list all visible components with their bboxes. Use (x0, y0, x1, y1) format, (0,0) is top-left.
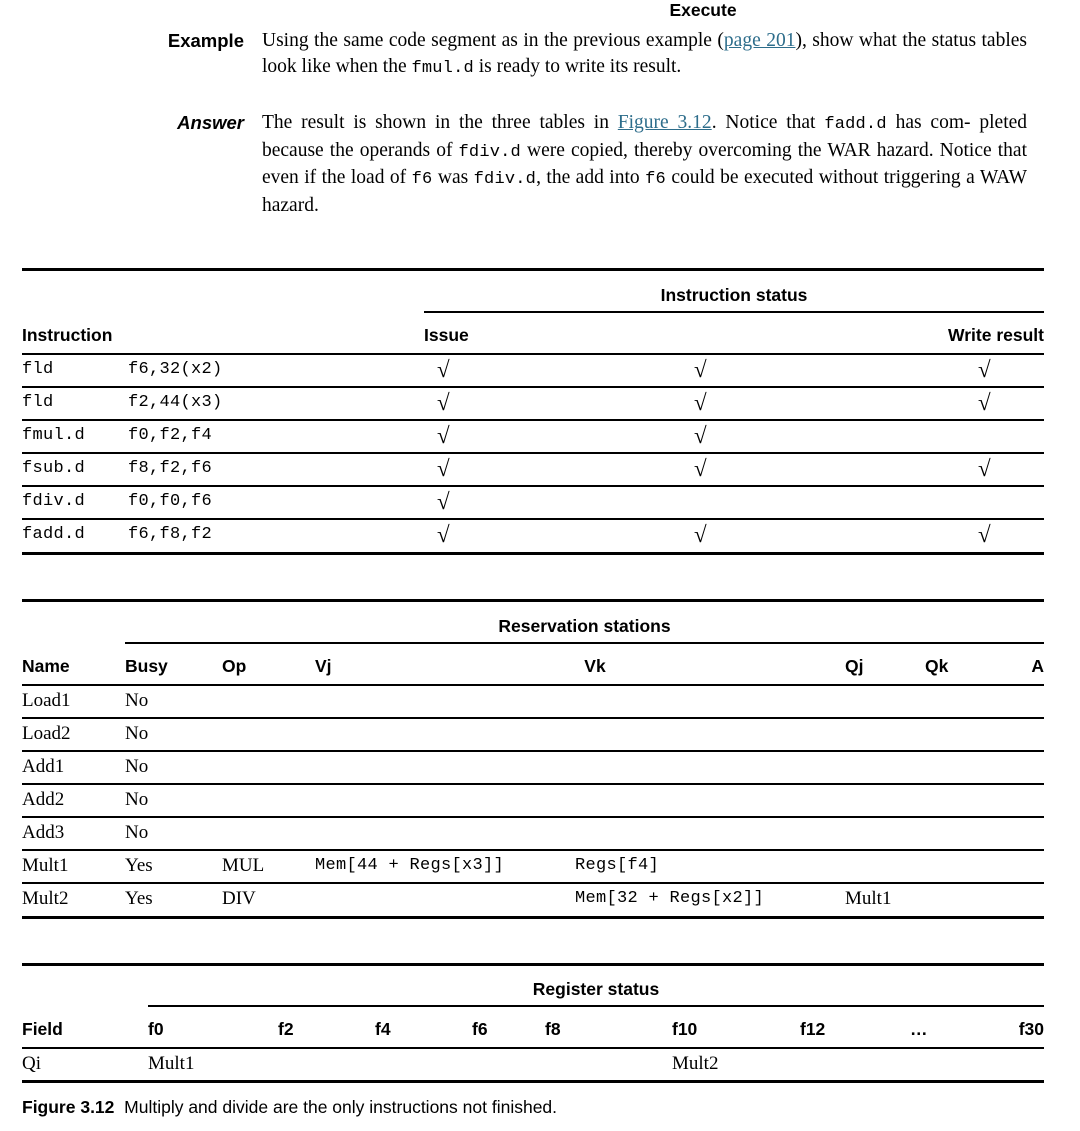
row1-op: fld (22, 393, 54, 412)
col-header-qk: Qk (925, 656, 949, 676)
table1-row2-rule (22, 452, 1044, 454)
rs-row1-busy: No (125, 723, 149, 744)
figure-caption-text: Multiply and divide are the only instructions not finished. (124, 1097, 558, 1117)
col-header-f30: f30 (1018, 1019, 1044, 1039)
table2-top-rule (22, 599, 1044, 602)
col-header-f2: f2 (278, 1019, 294, 1039)
row2-issue-check: √ (437, 423, 450, 448)
rs-row2-name: Add1 (22, 756, 65, 777)
row5-args: f6,f8,f2 (128, 525, 213, 544)
table2-row3-rule (22, 816, 1044, 818)
example-line1-a: Using the same code segment as in the previous example ( (262, 30, 724, 51)
col-header-execute: Execute (669, 0, 737, 20)
row0-op: fld (22, 360, 54, 379)
answer-label: Answer (177, 112, 244, 133)
table1-span-rule (424, 311, 1044, 313)
rst-row-label: Qi (22, 1053, 41, 1074)
table1-row3-rule (22, 485, 1044, 487)
row4-issue-check: √ (437, 489, 450, 514)
col-header-ellipsis: … (910, 1019, 928, 1039)
row4-args: f0,f0,f6 (128, 492, 213, 511)
answer-fdiv-mono-1: fdiv.d (458, 142, 521, 162)
rs-row3-name: Add2 (22, 789, 65, 810)
row3-issue-check: √ (437, 456, 450, 481)
rs-row0-name: Load1 (22, 690, 71, 711)
col-header-vk: Vk (584, 656, 606, 676)
table2-row5-rule (22, 882, 1044, 884)
table2-span-rule (125, 642, 1044, 644)
row3-execute-check: √ (694, 456, 707, 481)
col-header-f0: f0 (148, 1019, 164, 1039)
row0-execute-check: √ (694, 357, 707, 382)
figure-3-12-link[interactable]: Figure 3.12 (617, 112, 712, 133)
example-line2-a: the status tables look like when the (262, 30, 1027, 77)
table2-bottom-rule (22, 916, 1044, 919)
col-header-f8: f8 (545, 1019, 561, 1039)
col-header-issue: Issue (424, 325, 469, 345)
answer-l3-c: , the add into (536, 167, 646, 188)
col-header-f4: f4 (375, 1019, 391, 1039)
example-block (0, 28, 1027, 81)
row1-issue-check: √ (437, 390, 450, 415)
row4-op: fdiv.d (22, 492, 86, 511)
table1-row0-rule (22, 386, 1044, 388)
row3-args: f8,f2,f6 (128, 459, 213, 478)
answer-fadd-mono: fadd.d (824, 115, 887, 134)
col-header-qj: Qj (845, 656, 864, 676)
rs-row6-name: Mult2 (22, 888, 69, 909)
rs-row5-busy: Yes (125, 855, 153, 876)
rs-row1-name: Load2 (22, 723, 71, 744)
answer-fdiv-mono-2: fdiv.d (473, 170, 537, 189)
rs-row2-busy: No (125, 756, 149, 777)
rs-row5-op: MUL (222, 855, 265, 876)
table1-row4-rule (22, 518, 1044, 520)
table2-row0-rule (22, 717, 1044, 719)
answer-l2-b: were copied, thereby overcoming the (520, 139, 822, 161)
reservation-stations-span-header: Reservation stations (498, 616, 671, 636)
example-label: Example (167, 30, 244, 51)
table3-span-rule (148, 1005, 1044, 1007)
rs-row6-op: DIV (222, 888, 256, 909)
col-header-write-result: Write result (948, 325, 1044, 345)
rs-row3-busy: No (125, 789, 149, 810)
rs-row6-vk: Mem[32 + Regs[x2]] (575, 889, 765, 908)
answer-l3-b: was (432, 167, 474, 188)
row5-execute-check: √ (694, 522, 707, 547)
register-status-span-header: Register status (532, 979, 660, 999)
table3-top-rule (22, 963, 1044, 966)
row1-write-check: √ (978, 390, 991, 415)
row1-args: f2,44(x3) (128, 393, 223, 412)
col-header-instruction: Instruction (22, 325, 113, 345)
row2-op: fmul.d (22, 426, 86, 445)
table1-top-rule (22, 268, 1044, 271)
col-header-f10: f10 (672, 1019, 698, 1039)
answer-l1-a: The result is shown in the three tables in (262, 112, 618, 133)
answer-l4: could be executed without triggering a WAW hazard. (262, 167, 1027, 216)
table1-bottom-rule (22, 552, 1044, 555)
rst-value-f10: Mult2 (672, 1053, 719, 1074)
figure-caption (22, 1096, 1052, 1119)
row5-write-check: √ (978, 522, 991, 547)
table2-header-rule (22, 684, 1044, 686)
col-header-vj: Vj (315, 656, 332, 676)
col-header-op: Op (222, 656, 247, 676)
table2-row4-rule (22, 849, 1044, 851)
rs-row0-busy: No (125, 690, 149, 711)
row3-write-check: √ (978, 456, 991, 481)
row2-execute-check: √ (694, 423, 707, 448)
row3-op: fsub.d (22, 459, 86, 478)
answer-f6-mono-2: f6 (645, 170, 666, 189)
rst-value-f0: Mult1 (148, 1053, 195, 1074)
rs-row5-vk: Regs[f4] (575, 856, 660, 875)
example-line1-b: ), show what (795, 30, 897, 51)
row0-args: f6,32(x2) (128, 360, 223, 379)
rs-row5-vj: Mem[44 + Regs[x3]] (315, 856, 505, 875)
instruction-status-span-header: Instruction status (660, 285, 808, 305)
rs-row5-name: Mult1 (22, 855, 69, 876)
example-line2-b: is ready to write its result. (473, 55, 682, 77)
answer-l3-a: WAR hazard. Notice that even if the load of (262, 139, 1027, 188)
table3-header-rule (22, 1047, 1044, 1049)
table3-bottom-rule (22, 1080, 1044, 1083)
table2-row1-rule (22, 750, 1044, 752)
row0-write-check: √ (978, 357, 991, 382)
rs-row6-qj: Mult1 (845, 888, 892, 909)
answer-f6-mono-1: f6 (411, 170, 433, 189)
table2-row2-rule (22, 783, 1044, 785)
figure-caption-number: Figure 3.12 (22, 1097, 115, 1117)
table1-row1-rule (22, 419, 1044, 421)
col-header-busy: Busy (125, 656, 168, 676)
answer-l1-c: has com- (886, 112, 971, 133)
example-fmul-mono: fmul.d (411, 58, 474, 78)
row5-op: fadd.d (22, 525, 86, 544)
answer-text (262, 110, 1027, 218)
row2-args: f0,f2,f4 (128, 426, 213, 445)
answer-l2-a: pleted because the operands of (262, 112, 1028, 161)
col-header-a: A (1031, 656, 1044, 676)
table1-header-rule (22, 353, 1044, 355)
row1-execute-check: √ (694, 390, 707, 415)
col-header-field: Field (22, 1019, 63, 1039)
example-text (262, 28, 1027, 81)
row5-issue-check: √ (437, 522, 450, 547)
answer-l1-b: . Notice that (711, 112, 825, 133)
rs-row4-name: Add3 (22, 822, 65, 843)
rs-row6-busy: Yes (125, 888, 153, 909)
answer-block (0, 110, 1027, 218)
rs-row4-busy: No (125, 822, 149, 843)
row0-issue-check: √ (437, 357, 450, 382)
page-201-link[interactable]: page 201 (723, 30, 796, 51)
col-header-name: Name (22, 656, 70, 676)
col-header-f6: f6 (472, 1019, 488, 1039)
col-header-f12: f12 (800, 1019, 826, 1039)
